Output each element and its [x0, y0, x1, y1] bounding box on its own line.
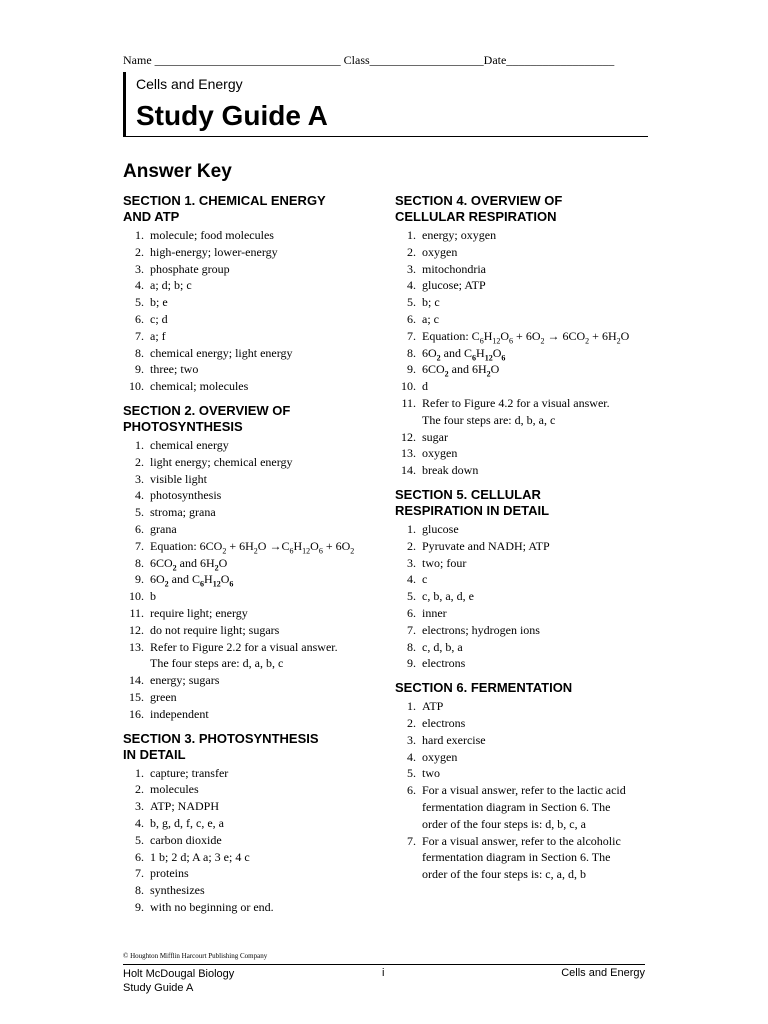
list-item: 5. carbon dioxide [135, 832, 222, 847]
list-item: 8. chemical energy; light energy [135, 345, 293, 360]
section-6 [395, 680, 655, 883]
list-item: 4. c [407, 572, 428, 587]
list-item: 9. three; two [135, 362, 199, 377]
section-title-line: SECTION 4. OVERVIEW OF [395, 193, 563, 208]
equation-label: Equation: [150, 538, 197, 553]
list-item: 9. $6O_2$ and $C_6H_{12}O_6$ [135, 572, 234, 589]
list-item: 6. a; c [407, 311, 439, 326]
list-item: 10. chemical; molecules [129, 379, 249, 394]
list-item: 8. $6CO_2$ and $6H_2O$ [135, 555, 228, 572]
list-item: 12. sugar [401, 429, 448, 444]
list-item: 4. glucose; ATP [407, 278, 486, 293]
list-item: 1. glucose [407, 521, 459, 536]
section-title-line: IN DETAIL [123, 746, 186, 762]
list-item: 2. molecules [135, 782, 199, 797]
footer-divider [123, 964, 645, 965]
list-item: 10. d [401, 379, 428, 394]
section-2 [123, 403, 373, 723]
left-column [123, 193, 373, 924]
list-item: 6. For a visual answer, refer to the lactic acid fermentation diagram in Section 6. The order of the four steps is: d, b, c, a [407, 783, 626, 831]
name-class-date-line: Name _______________________________ Class___________________Date__________________ [123, 53, 615, 67]
list-item: 6. 1 b; 2 d; A a; 3 e; 4 c [135, 849, 250, 864]
list-item: 14. energy; sugars [129, 673, 220, 688]
footer-book-info [123, 967, 234, 995]
right-column [395, 193, 655, 891]
list-item-equation: 7. Equation: $C_6H_{12}O_6 + 6O_2 \to 6CO_2 + 6H_2O$ [407, 328, 630, 346]
list-item: 2. electrons [407, 715, 466, 730]
list-item: 4. a; d; b; c [135, 278, 192, 293]
arrow-icon: → [547, 328, 560, 343]
list-item: 3. mitochondria [407, 261, 486, 276]
list-item: 4. oxygen [407, 749, 458, 764]
list-item: 11. Refer to Figure 4.2 for a visual answer. The four steps are: d, b, a, c [401, 395, 610, 427]
section-title-line: AND ATP [123, 209, 180, 224]
section-title-line: SECTION 3. PHOTOSYNTHESIS [123, 730, 319, 746]
list-item: 6. grana [135, 521, 177, 536]
list-item: 4. b, g, d, f, c, e, a [135, 815, 224, 830]
title-block [123, 72, 648, 137]
list-item: 3. phosphate group [135, 261, 230, 276]
list-item: 7. proteins [135, 866, 189, 881]
section-title [395, 487, 655, 519]
section-title [123, 731, 373, 763]
list-item: 12. do not require light; sugars [129, 622, 280, 637]
list-item: 2. Pyruvate and NADH; ATP [407, 538, 550, 553]
section-5 [395, 487, 655, 672]
section-title-line: SECTION 1. CHEMICAL ENERGY [123, 193, 326, 208]
equation-label: Equation: [422, 328, 469, 343]
list-item: 8. synthesizes [135, 883, 205, 898]
list-item: 7. a; f [135, 328, 166, 343]
section-title-line: CELLULAR RESPIRATION [395, 209, 557, 224]
list-item: 1. chemical energy [135, 437, 229, 452]
list-item: 5. b; e [135, 295, 168, 310]
list-item: 2. high-energy; lower-energy [135, 244, 278, 259]
list-item: 7. For a visual answer, refer to the alcoholic fermentation diagram in Section 6. The order of the four steps is: c, a, d, b [407, 833, 621, 882]
arrow-icon: → [269, 538, 282, 553]
footer-book-title: Holt McDougal Biology [123, 968, 235, 980]
section-title-line: SECTION 5. CELLULAR [395, 486, 541, 502]
list-item: 3. hard exercise [407, 732, 486, 747]
list-item-equation: 7. Equation: $6CO_2 + 6H_2O \to C_6H_{12}O_6 + 6O_2$ [135, 538, 355, 556]
list-item: 10. b [129, 589, 156, 604]
section-title-line: PHOTOSYNTHESIS [123, 418, 243, 434]
list-item: 8. c, d, b, a [407, 639, 463, 654]
section-3 [123, 731, 373, 916]
section-title [123, 403, 373, 435]
list-item: 9. with no beginning or end. [135, 899, 274, 914]
list-item: 8. $6O_2$ and $C_6H_{12}O_6$ [407, 345, 506, 362]
section-title [123, 193, 373, 225]
list-item: 11. require light; energy [129, 605, 248, 620]
list-item: 5. two [407, 766, 440, 781]
unit-title: Cells and Energy [136, 76, 243, 92]
answer-key-heading: Answer Key [123, 161, 232, 182]
list-item: 1. capture; transfer [135, 765, 229, 780]
list-item: 14. break down [401, 463, 479, 478]
list-item: 6. c; d [135, 311, 168, 326]
list-item: 9. $6CO_2$ and $6H_2O$ [407, 362, 500, 379]
section-title-line: RESPIRATION IN DETAIL [395, 502, 550, 518]
list-item: 15. green [129, 689, 177, 704]
list-item: 9. electrons [407, 656, 466, 671]
list-item: 7. electrons; hydrogen ions [407, 622, 540, 637]
list-item: 5. stroma; grana [135, 505, 216, 520]
list-item: 3. visible light [135, 471, 207, 486]
list-item: 3. ATP; NADPH [135, 799, 220, 814]
section-title-line: SECTION 2. OVERVIEW OF [123, 402, 291, 418]
footer-chapter: Cells and Energy [561, 967, 645, 979]
list-item: 1. ATP [407, 699, 444, 714]
list-item: 2. oxygen [407, 244, 458, 259]
list-item: 1. molecule; food molecules [135, 228, 274, 242]
page-title: Study Guide A [136, 100, 328, 131]
list-item: 5. c, b, a, d, e [407, 589, 474, 604]
list-item: 6. inner [407, 605, 447, 620]
list-item: 5. b; c [407, 295, 440, 310]
copyright-notice: © Houghton Mifflin Harcourt Publishing Company [123, 952, 268, 960]
list-item: 13. Refer to Figure 2.2 for a visual answer. The four steps are: d, a, b, c [129, 639, 338, 671]
list-item: 16. independent [129, 706, 209, 721]
list-item: 1. energy; oxygen [407, 228, 497, 242]
page-number: i [382, 967, 385, 979]
list-item: 13. oxygen [401, 446, 458, 461]
section-4 [395, 193, 655, 479]
section-1 [123, 193, 373, 395]
list-item: 2. light energy; chemical energy [135, 454, 293, 469]
section-title: SECTION 6. FERMENTATION [395, 680, 573, 696]
list-item: 3. two; four [407, 555, 467, 570]
footer-guide-name: Study Guide A [123, 982, 194, 994]
list-item: 4. photosynthesis [135, 488, 222, 503]
section-title [395, 193, 655, 225]
